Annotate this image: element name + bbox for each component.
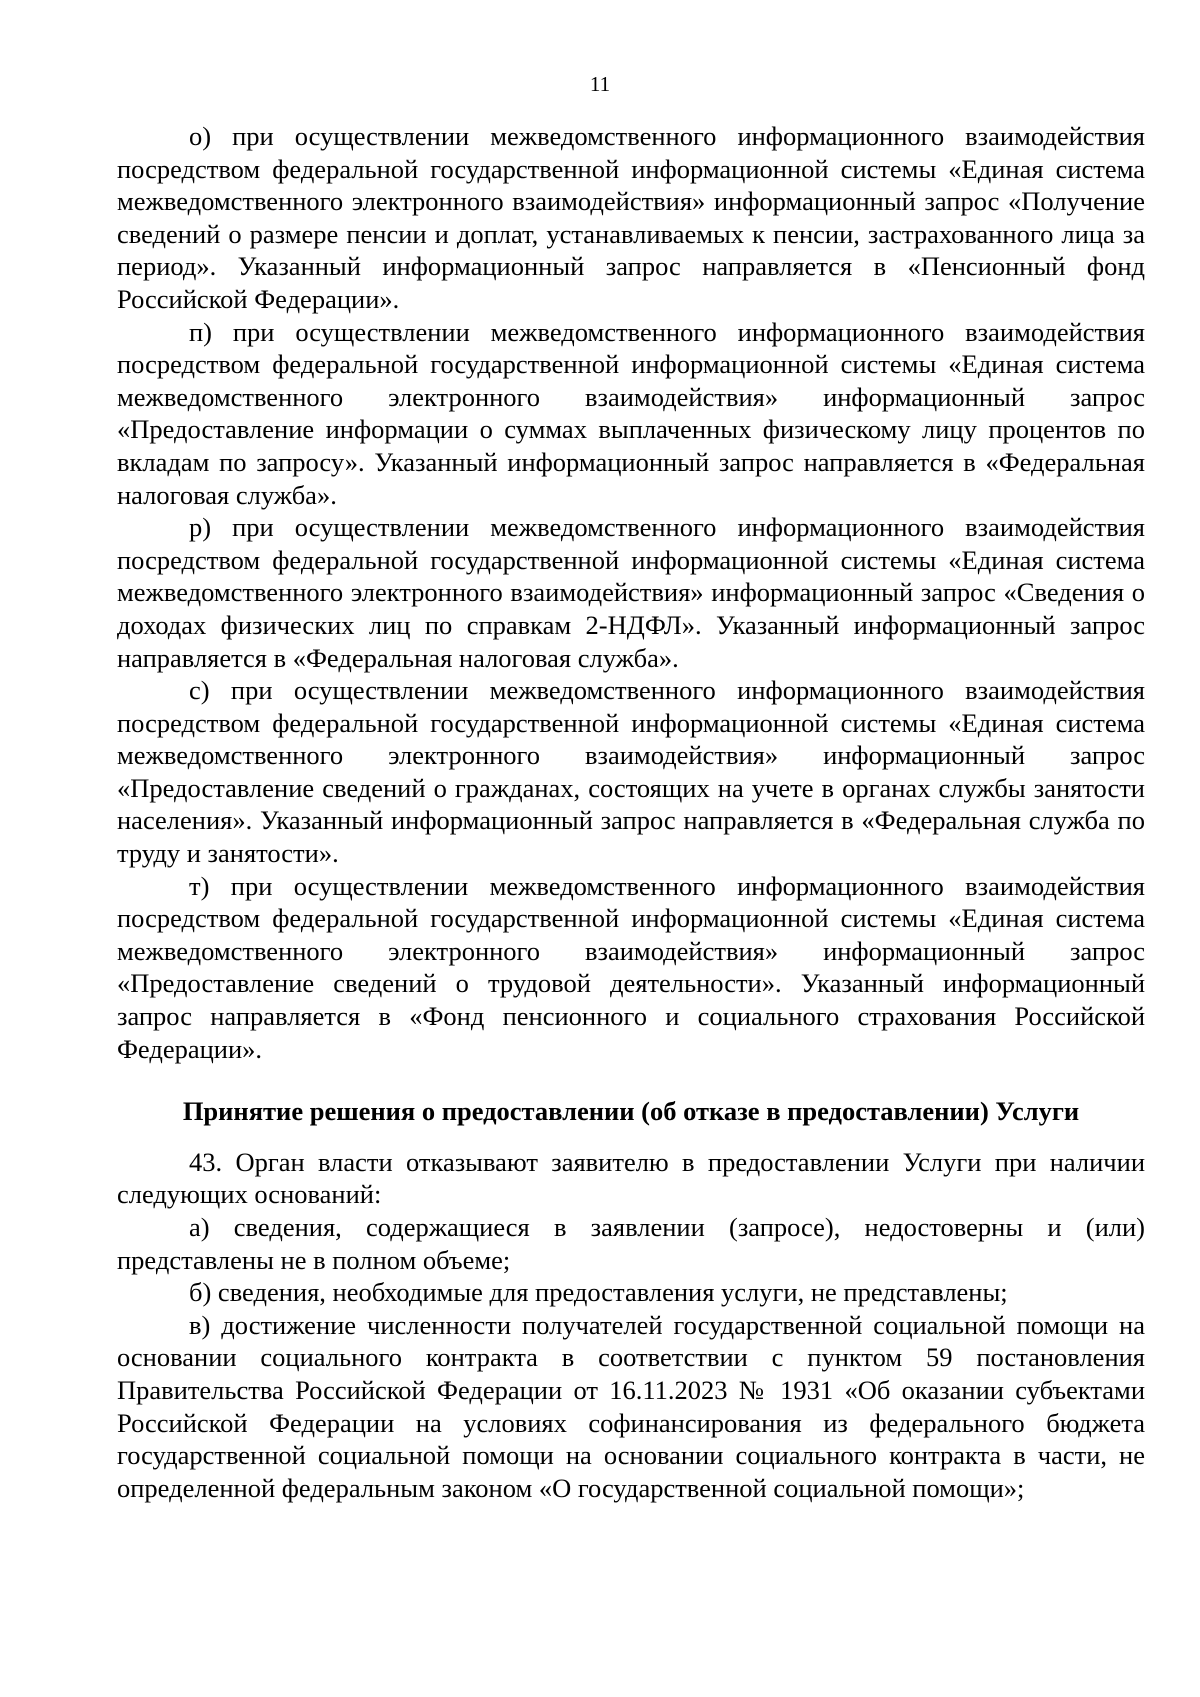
paragraph-item-a: а) сведения, содержащиеся в заявлении (запросе), недостоверны и (или) представлены не в полном объеме;	[117, 1212, 1145, 1275]
paragraph-item-v: в) достижение численности получателей государственной социальной помощи на основании социального контракта в соответствии с пунктом 59 постановления Правительства Российской Федерации от 16.11.2023 № 1931 «Об оказании субъектами Российской Федерации на условиях софинансирования из федерального бюджета государственной социальной помощи на основании социального контракта в части, не определенной федеральным законом «О государственной социальной помощи»;	[117, 1309, 1145, 1503]
paragraph-item-o: о) при осуществлении межведомственного информационного взаимодействия посредством федеральной государственной информационной системы «Единая система межведомственного электронного взаимодействия» информационный запрос «Получение сведений о размере пенсии и доплат, устанавливаемых к пенсии, застрахованного лица за период». Указанный информационный запрос направляется в «Пенсионный фонд Российской Федерации».	[117, 121, 1145, 314]
paragraph-item-t: т) при осуществлении межведомственного информационного взаимодействия посредством федеральной государственной информационной системы «Единая система межведомственного электронного взаимодействия» информационный запрос «Предоставление сведений о трудовой деятельности». Указанный информационный запрос направляется в «Фонд пенсионного и социального страхования Российской Федерации».	[117, 870, 1145, 1064]
section-heading: Принятие решения о предоставлении (об отказе в предоставлении) Услуги	[182, 1096, 1080, 1127]
paragraph-item-43: 43. Орган власти отказывают заявителю в предоставлении Услуги при наличии следующих оснований:	[117, 1146, 1145, 1210]
paragraph-item-s: с) при осуществлении межведомственного информационного взаимодействия посредством федеральной государственной информационной системы «Единая система межведомственного электронного взаимодействия» информационный запрос «Предоставление сведений о гражданах, состоящих на учете в органах службы занятости населения». Указанный информационный запрос направляется в «Федеральная служба по труду и занятости».	[117, 675, 1145, 869]
page-number: 11	[589, 72, 611, 96]
paragraph-item-b: б) сведения, необходимые для предоставления услуги, не представлены;	[189, 1277, 1008, 1308]
paragraph-item-r: р) при осуществлении межведомственного информационного взаимодействия посредством федеральной государственной информационной системы «Единая система межведомственного электронного взаимодействия» информационный запрос «Сведения о доходах физических лиц по справкам 2-НДФЛ». Указанный информационный запрос направляется в «Федеральная налоговая служба».	[117, 512, 1145, 673]
document-body	[117, 120, 1145, 1504]
paragraph-item-p: п) при осуществлении межведомственного информационного взаимодействия посредством федеральной государственной информационной системы «Единая система межведомственного электронного взаимодействия» информационный запрос «Предоставление информации о суммах выплаченных физическому лицу процентов по вкладам по запросу». Указанный информационный запрос направляется в «Федеральная налоговая служба».	[117, 316, 1145, 510]
